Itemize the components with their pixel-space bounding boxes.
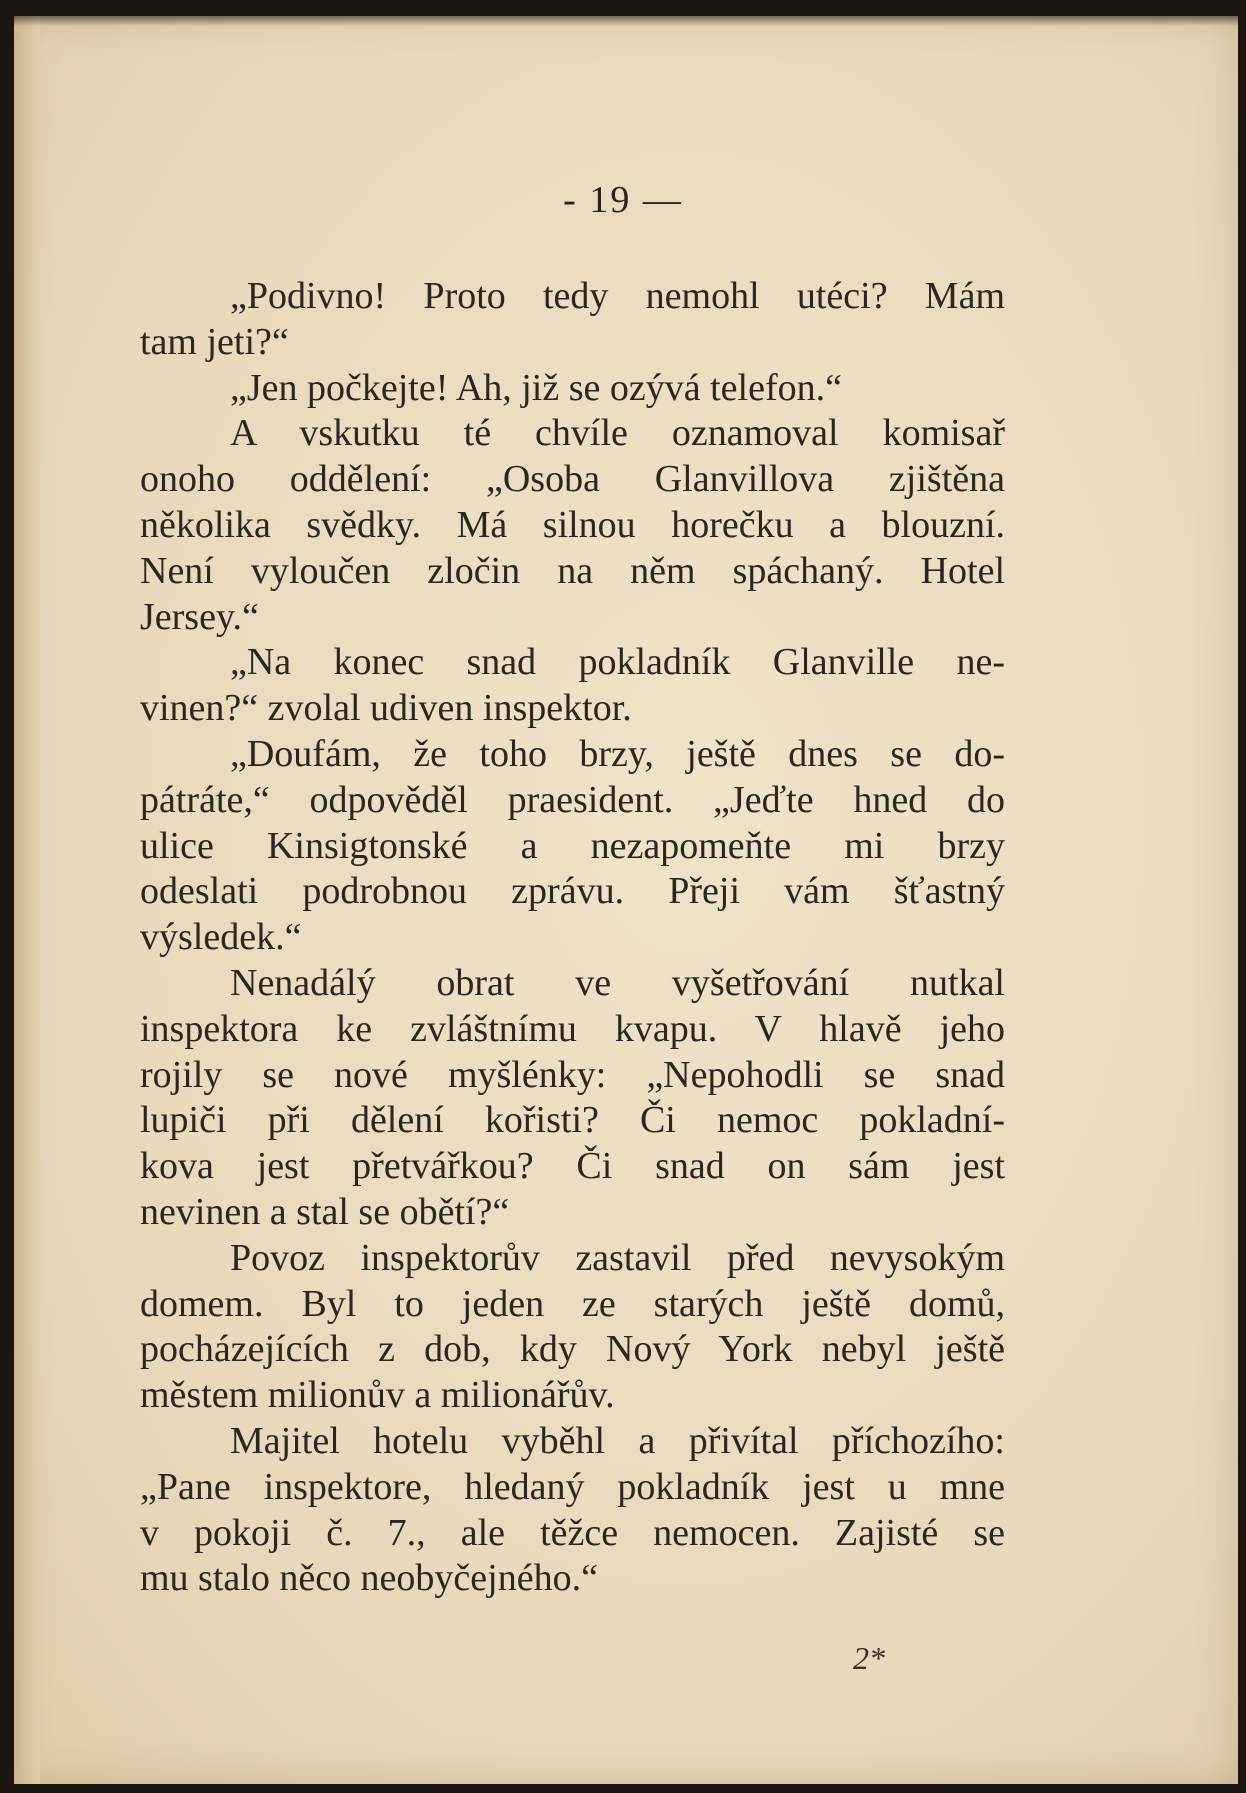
page-binding-edge [14,16,40,1784]
text-line: A vskutku té chvíle oznamoval komisař [230,412,1005,455]
text-line: domem. Byl to jeden ze starých ještě domů, [140,1282,1005,1325]
paragraph [140,274,1005,366]
text-line: několika svědky. Má silnou horečku a blouzní. [140,503,1005,546]
body-text [140,274,1005,1602]
text-line: lupiči při dělení kořisti? Či nemoc pokladní- [140,1099,1005,1142]
text-line: „Pane inspektore, hledaný pokladník jest u mne [140,1465,1005,1508]
text-line: pátráte,“ odpověděl praesident. „Jeďte hned do [140,778,1005,821]
paragraph [140,411,1005,640]
text-line: tam jeti?“ [140,320,289,363]
text-line: „Na konec snad pokladník Glanville ne- [230,641,1005,684]
text-line: „Doufám, že toho brzy, ještě dnes se do- [230,732,1005,775]
text-line: rojily se nové myšlénky: „Nepohodli se snad [140,1053,1005,1096]
text-line: Povoz inspektorův zastavil před nevysokým [230,1236,1005,1279]
paragraph [140,732,1005,961]
paragraph [140,1236,1005,1419]
paragraph [140,640,1005,732]
text-line: pocházejících z dob, kdy Nový York nebyl ještě [140,1328,1005,1371]
text-line: onoho oddělení: „Osoba Glanvillova zjištěna [140,458,1005,501]
text-line: ulice Kinsigtonské a nezapomeňte mi brzy [140,824,1005,867]
text-line: inspektora ke zvláštnímu kvapu. V hlavě jeho [140,1007,1005,1050]
text-line: Majitel hotelu vyběhl a přivítal příchozího: [230,1419,1005,1462]
page-number: - 19 — [563,179,683,221]
text-line: Nenadálý obrat ve vyšetřování nutkal [230,961,1005,1004]
text-line: městem milionův a milionářův. [140,1374,615,1417]
text-line: v pokoji č. 7., ale těžce nemocen. Zajisté se [140,1511,1005,1554]
printer-signature-mark: 2* [853,1640,885,1676]
text-line: „Podivno! Proto tedy nemohl utéci? Mám [230,275,1005,317]
text-line: výsledek.“ [140,916,302,959]
text-line: „Jen počkejte! Ah, již se ozývá telefon.“ [230,366,842,409]
paragraph [140,1419,1005,1602]
paragraph [140,366,1005,412]
text-line: nevinen a stal se obětí?“ [140,1190,510,1233]
page-top-shadow [14,16,1238,26]
text-line: vinen?“ zvolal udiven inspektor. [140,687,632,730]
text-line: Není vyloučen zločin na něm spáchaný. Hotel [140,549,1005,592]
text-line: kova jest přetvářkou? Či snad on sám jest [140,1145,1005,1188]
text-line: odeslati podrobnou zprávu. Přeji vám šťastný [140,870,1005,913]
text-line: mu stalo něco neobyčejného.“ [140,1557,598,1600]
text-line: Jersey.“ [140,595,259,638]
paragraph [140,961,1005,1236]
